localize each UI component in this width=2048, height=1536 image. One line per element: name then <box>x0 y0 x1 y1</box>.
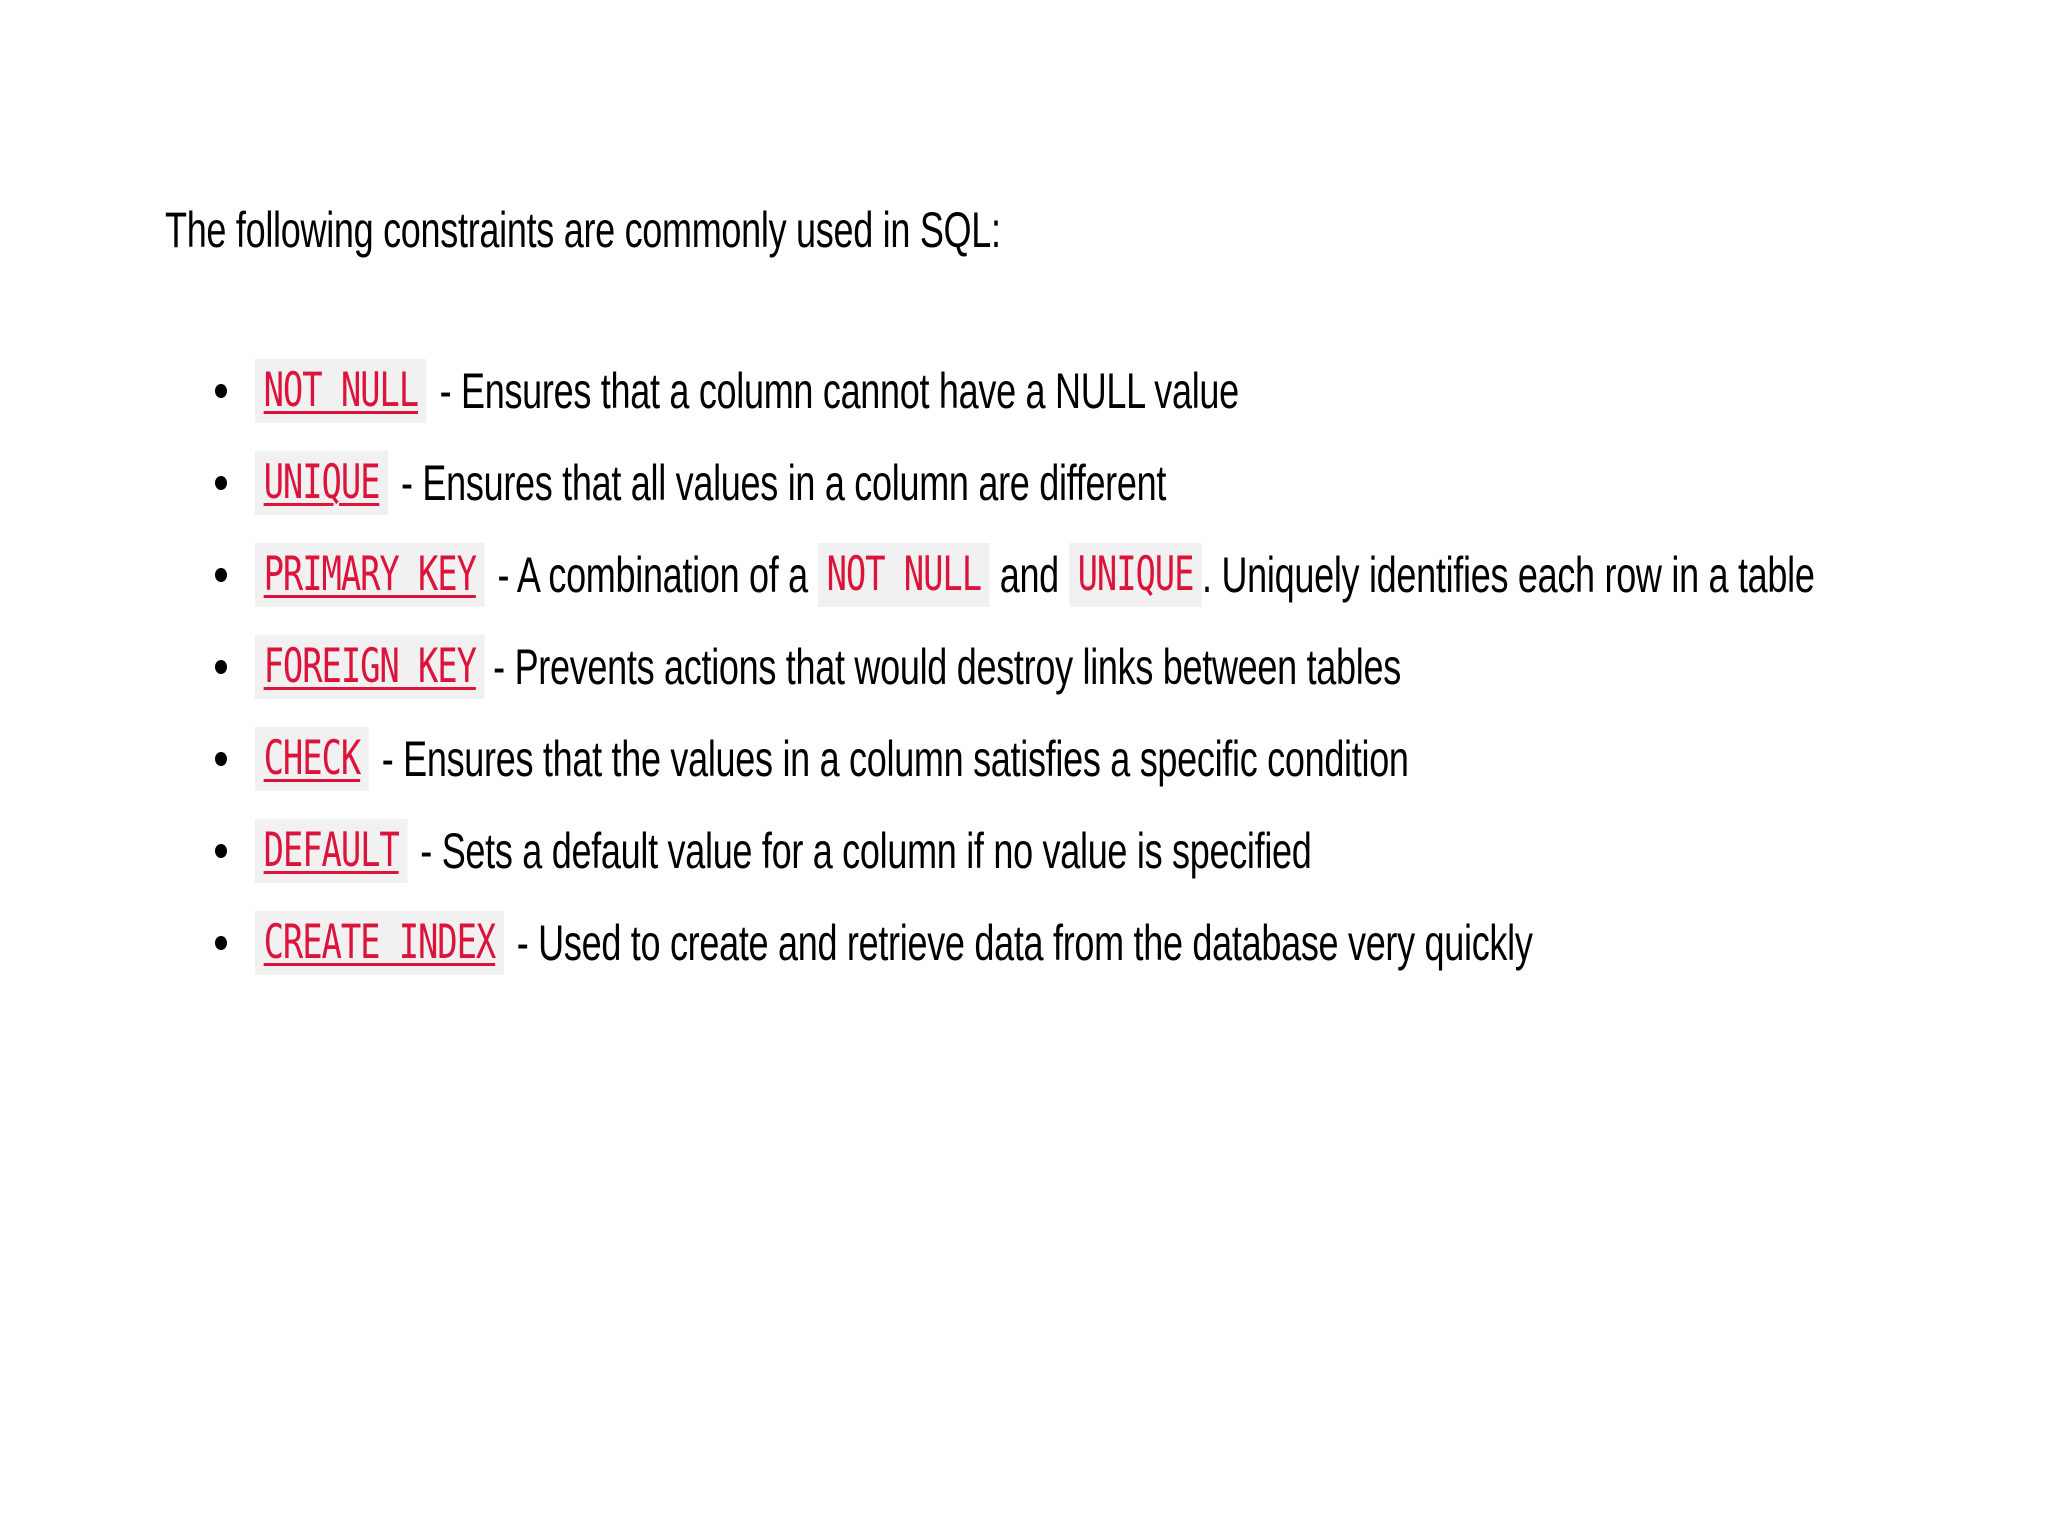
constraint-description-end: . Uniquely identifies each row in a table <box>1202 547 1815 603</box>
check-link[interactable]: CHECK <box>255 727 369 791</box>
constraint-line <box>255 359 1239 423</box>
constraint-description: - Prevents actions that would destroy links between tables <box>493 639 1401 695</box>
constraint-line <box>255 635 1401 699</box>
bullet-icon <box>205 661 255 673</box>
list-item-check <box>205 713 2048 805</box>
constraints-list <box>205 345 2048 989</box>
constraint-line <box>255 819 1312 883</box>
constraint-description: - Ensures that the values in a column satisfies a specific condition <box>381 731 1409 787</box>
constraint-description: - Used to create and retrieve data from the database very quickly <box>516 915 1533 971</box>
constraint-description: - Ensures that all values in a column are different <box>401 455 1167 511</box>
bullet-icon <box>205 569 255 581</box>
constraint-line <box>255 727 1409 791</box>
inline-code-not-null: NOT NULL <box>818 543 990 607</box>
list-item-unique <box>205 437 2048 529</box>
create-index-link[interactable]: CREATE INDEX <box>255 911 504 975</box>
foreign-key-link[interactable]: FOREIGN KEY <box>255 635 485 699</box>
list-item-default <box>205 805 2048 897</box>
inline-code-unique: UNIQUE <box>1069 543 1202 607</box>
constraint-description-middle: and <box>999 547 1059 603</box>
list-item-not-null <box>205 345 2048 437</box>
constraint-line <box>255 543 1825 607</box>
constraint-description-start: - A combination of a <box>497 547 808 603</box>
list-item-foreign-key <box>205 621 2048 713</box>
bullet-icon <box>205 753 255 765</box>
list-item-primary-key <box>205 529 2048 621</box>
bullet-icon <box>205 845 255 857</box>
bullet-icon <box>205 385 255 397</box>
not-null-link[interactable]: NOT NULL <box>255 359 427 423</box>
constraint-line <box>255 451 1166 515</box>
primary-key-link[interactable]: PRIMARY KEY <box>255 543 485 607</box>
constraint-description: - Ensures that a column cannot have a NULL value <box>439 363 1239 419</box>
constraint-line <box>255 911 1533 975</box>
default-link[interactable]: DEFAULT <box>255 819 407 883</box>
bullet-icon <box>205 477 255 489</box>
constraint-description: - Sets a default value for a column if no value is specified <box>420 823 1312 879</box>
list-item-create-index <box>205 897 2048 989</box>
unique-link[interactable]: UNIQUE <box>255 451 388 515</box>
intro-text: The following constraints are commonly used in SQL: <box>165 202 1001 258</box>
bullet-icon <box>205 937 255 949</box>
